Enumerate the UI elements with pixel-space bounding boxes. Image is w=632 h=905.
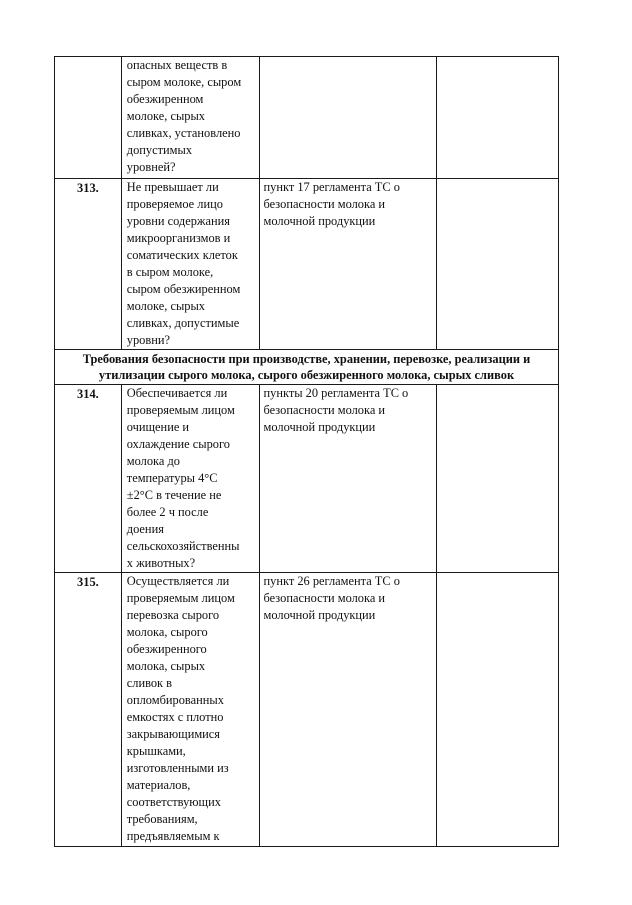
regulation-reference: пункты 20 регламента ТС о безопасности молока и молочной продукции xyxy=(259,385,436,573)
row-number: 315. xyxy=(55,573,122,847)
regulation-reference: пункт 17 регламента ТС о безопасности молока и молочной продукции xyxy=(259,179,436,350)
section-heading: Требования безопасности при производстве, хранении, перевозке, реализации и утилизации сырого молока, сырого обезжиренного молока, сырых сливок xyxy=(55,350,559,385)
note-cell xyxy=(436,57,558,179)
check-question: Не превышает ли проверяемое лицо уровни содержания микроорганизмов и соматических клеток в сыром молоке, сыром обезжиренном молоке, сырых сливках, допустимые уровни? xyxy=(121,179,259,350)
table-row xyxy=(55,573,559,847)
check-question: опасных веществ в сыром молоке, сыром обезжиренном молоке, сырых сливках, установлено допустимых уровней? xyxy=(121,57,259,179)
check-question: Обеспечивается ли проверяемым лицом очищение и охлаждение сырого молока до температуры 4°С ±2°С в течение не более 2 ч после доения сельскохозяйственны х животных? xyxy=(121,385,259,573)
regulation-reference xyxy=(259,57,436,179)
table-row xyxy=(55,57,559,179)
row-number: 313. xyxy=(55,179,122,350)
row-number xyxy=(55,57,122,179)
check-question: Осуществляется ли проверяемым лицом перевозка сырого молока, сырого обезжиренного молока, сырых сливок в опломбированных емкостях с плотно закрывающимися крышками, изготовленными из материалов, соответствующих требованиям, предъявляемым к xyxy=(121,573,259,847)
table-row xyxy=(55,179,559,350)
note-cell xyxy=(436,385,558,573)
requirements-table xyxy=(54,56,559,847)
note-cell xyxy=(436,179,558,350)
row-number: 314. xyxy=(55,385,122,573)
regulation-reference: пункт 26 регламента ТС о безопасности молока и молочной продукции xyxy=(259,573,436,847)
table-row xyxy=(55,385,559,573)
section-heading-row xyxy=(55,350,559,385)
note-cell xyxy=(436,573,558,847)
